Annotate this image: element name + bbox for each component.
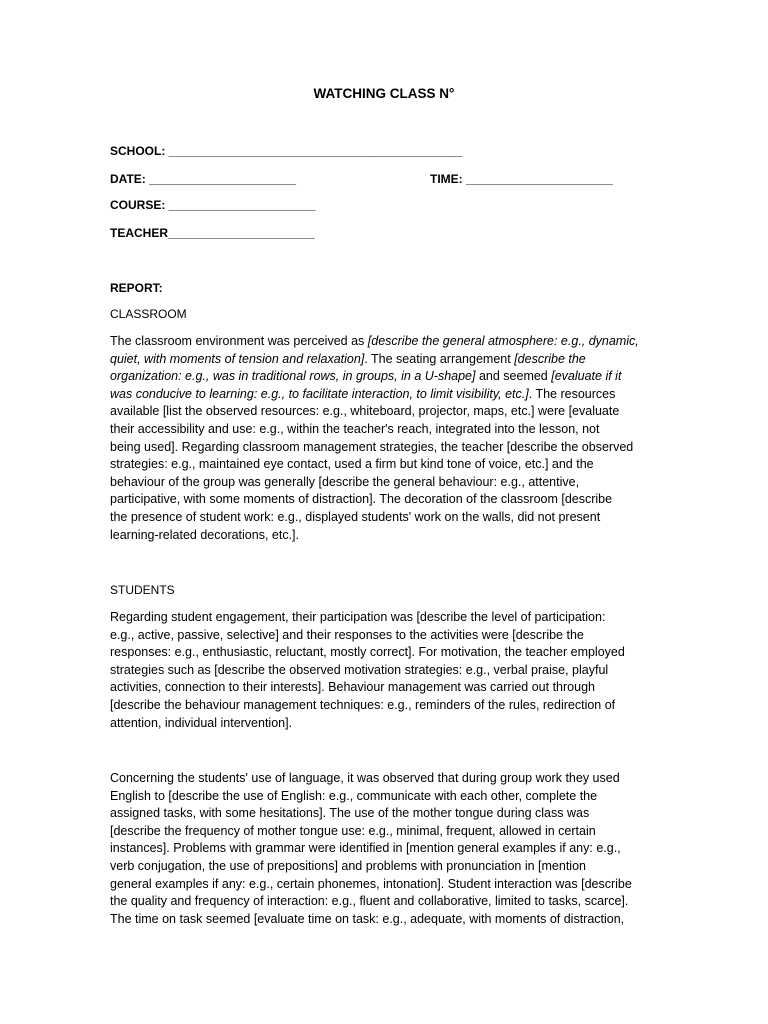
text-line: responses: e.g., enthusiastic, reluctant, mostly correct]. For motivation, the teacher employed — [110, 645, 625, 660]
text-line: e.g., active, passive, selective] and their responses to the activities were [describe the — [110, 627, 584, 642]
text-line: general examples if any: e.g., certain phonemes, intonation]. Student interaction was [describe — [110, 876, 632, 891]
text-line: English to [describe the use of English: e.g., communicate with each other, complete the — [110, 788, 598, 803]
text-line: [describe the frequency of mother tongue use: e.g., minimal, frequent, allowed in certain — [110, 823, 596, 838]
text-line: the quality and frequency of interaction: e.g., fluent and collaborative, limited to tasks, scarce]. — [110, 894, 629, 909]
text-line: organization: e.g., was in traditional rows, in groups, in a U-shape] and seemed [evaluate if it — [110, 369, 622, 384]
text-line: [describe the behaviour management techniques: e.g., reminders of the rules, redirection of — [110, 697, 616, 712]
text-line: The classroom environment was perceived as [describe the general atmosphere: e.g., dynamic, — [110, 334, 639, 348]
text-line: attention, individual intervention]. — [110, 715, 293, 730]
text-line: being used]. Regarding classroom management strategies, the teacher [describe the observed — [110, 439, 634, 454]
school-field: SCHOOL: ____________________________________________ — [110, 144, 463, 158]
text-line: quiet, with moments of tension and relaxation]. The seating arrangement [describe the — [110, 351, 586, 366]
text-line: strategies such as [describe the observed motivation strategies: e.g., verbal praise, playful — [110, 662, 609, 677]
students-paragraph — [110, 609, 662, 732]
text-line: behaviour of the group was generally [describe the general behaviour: e.g., attentive, — [110, 474, 580, 489]
date-field: DATE: ______________________ — [110, 172, 296, 186]
report-heading: REPORT: — [110, 281, 163, 295]
teacher-field: TEACHER______________________ — [110, 226, 315, 240]
text-line: verb conjugation, the use of prepositions] and problems with pronunciation in [mention — [110, 858, 586, 873]
page-title: WATCHING CLASS N° — [313, 86, 455, 101]
classroom-heading: CLASSROOM — [110, 307, 187, 321]
text-line: assigned tasks, with some hesitations]. The use of the mother tongue during class was — [110, 806, 590, 821]
text-line: Concerning the students' use of language, it was observed that during group work they used — [110, 771, 620, 785]
text-line: learning-related decorations, etc.]. — [110, 527, 299, 542]
text-line: The time on task seemed [evaluate time on task: e.g., adequate, with moments of distraction, — [110, 911, 625, 926]
course-field: COURSE: ______________________ — [110, 198, 316, 212]
text-line: Regarding student engagement, their participation was [describe the level of participation: — [110, 610, 606, 624]
text-line: their accessibility and use: e.g., within the teacher's reach, integrated into the lesson, not — [110, 421, 600, 436]
language-paragraph — [110, 770, 662, 928]
students-heading: STUDENTS — [110, 583, 175, 597]
text-line: activities, connection to their interests]. Behaviour management was carried out through — [110, 680, 595, 695]
text-line: participative, with some moments of distraction]. The decoration of the classroom [describe — [110, 492, 613, 507]
text-line: instances]. Problems with grammar were identified in [mention general examples if any: e.g., — [110, 841, 621, 856]
time-field: TIME: ______________________ — [430, 172, 613, 186]
text-line: strategies: e.g., maintained eye contact, used a firm but kind tone of voice, etc.] and the — [110, 457, 594, 472]
text-line: was conducive to learning: e.g., to facilitate interaction, to limit visibility, etc.]. The resources — [110, 386, 616, 401]
text-line: available [list the observed resources: e.g., whiteboard, projector, maps, etc.] were [evaluate — [110, 404, 620, 419]
classroom-paragraph — [110, 333, 662, 544]
text-line: the presence of student work: e.g., displayed students' work on the walls, did not present — [110, 509, 601, 524]
